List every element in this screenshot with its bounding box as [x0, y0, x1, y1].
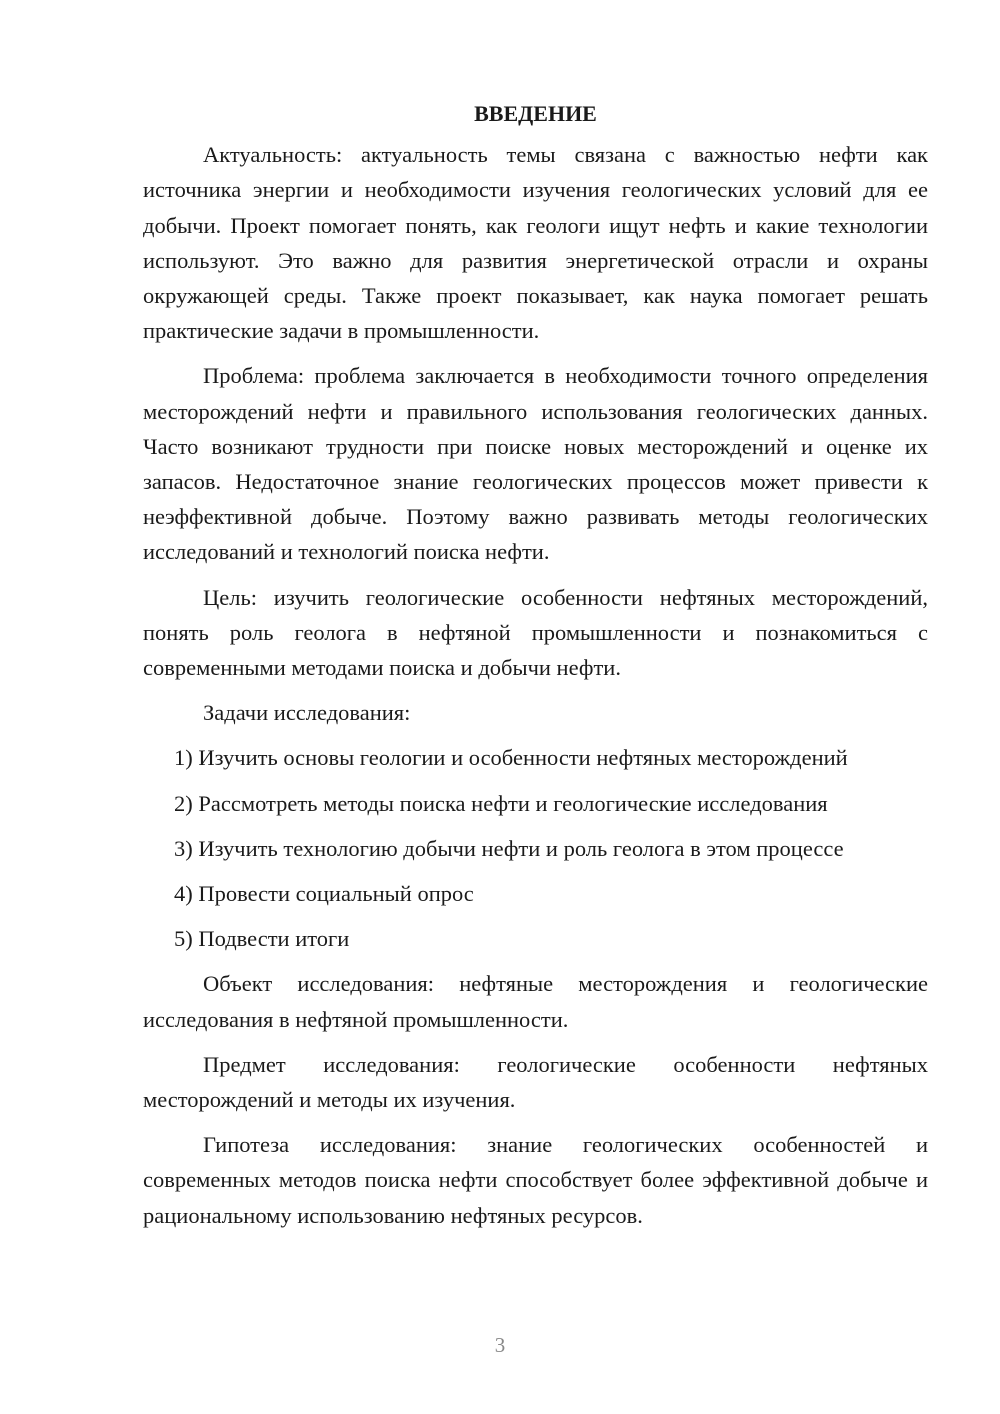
paragraph-subject: Предмет исследования: геологические особенности нефтяных месторождений и методы их изучения.: [143, 1051, 928, 1113]
paragraph-relevance: Актуальность: актуальность темы связана с важностью нефти как источника энергии и необходимости изучения геологических условий для ее добычи. Проект помогает понять, как геологи ищут нефть и какие технологии используют. Это важно для развития энергетической отрасли и охраны окружающей среды. Также проект показывает, как наука помогает решать практические задачи в промышленности.: [143, 142, 928, 344]
task-item: 2) Рассмотреть методы поиска нефти и геологические исследования: [174, 790, 828, 816]
task-item: 3) Изучить технологию добычи нефти и роль геолога в этом процессе: [174, 835, 844, 861]
paragraph-goal: Цель: изучить геологические особенности нефтяных месторождений, понять роль геолога в нефтяной промышленности и познакомиться с современными методами поиска и добычи нефти.: [143, 584, 928, 681]
tasks-list: [143, 740, 928, 956]
paragraph-hypothesis: Гипотеза исследования: знание геологических особенностей и современных методов поиска нефти способствует более эффективной добыче и рациональному использованию нефтяных ресурсов.: [143, 1132, 928, 1228]
paragraph-problem: Проблема: проблема заключается в необходимости точного определения месторождений нефти и правильного использования геологических данных. Часто возникают трудности при поиске новых месторождений и оценке их запасов. Недостаточное знание геологических процессов может привести к неэффективной добыче. Поэтому важно развивать методы геологических исследований и технологий поиска нефти.: [143, 363, 928, 565]
task-item: 4) Провести социальный опрос: [174, 881, 474, 907]
page-content: [143, 96, 928, 1243]
section-title: ВВЕДЕНИЕ: [474, 101, 597, 126]
task-item: 5) Подвести итоги: [174, 926, 350, 952]
tasks-label: Задачи исследования:: [203, 700, 411, 726]
paragraph-object: Объект исследования: нефтяные месторождения и геологические исследования в нефтяной промышленности.: [143, 971, 928, 1032]
page-number: 3: [494, 1333, 506, 1357]
task-item: 1) Изучить основы геологии и особенности нефтяных месторождений: [174, 745, 848, 771]
